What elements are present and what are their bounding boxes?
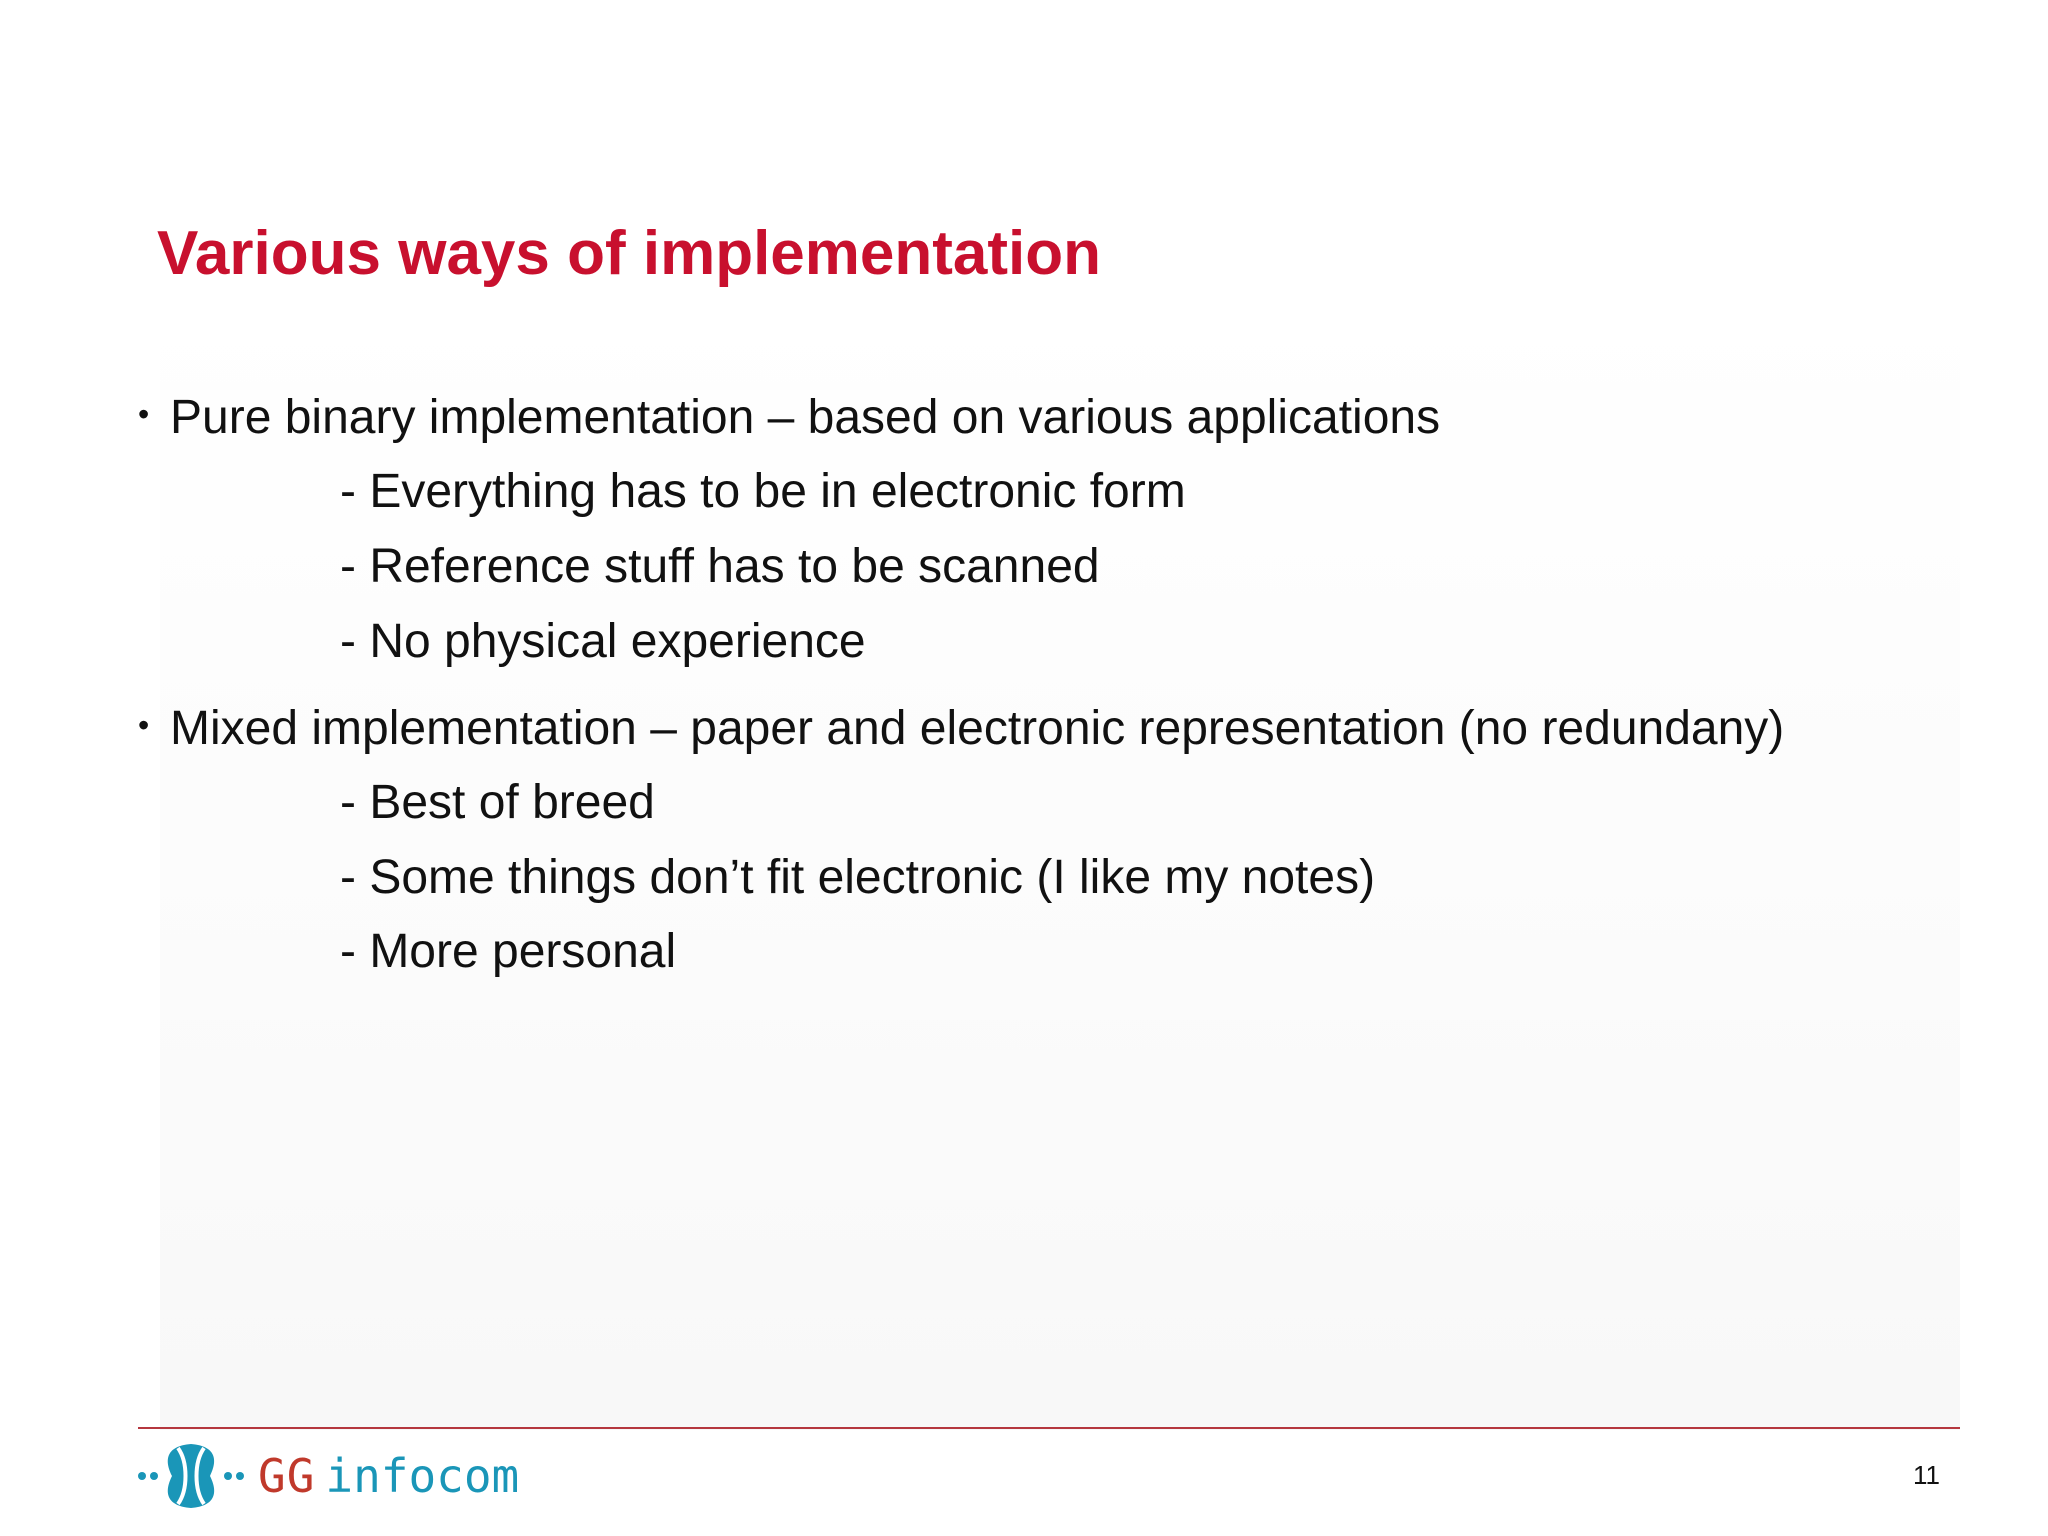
gg-infocom-logo-icon xyxy=(136,1436,246,1516)
bullet-text: Mixed implementation – paper and electronic representation (no redundany) xyxy=(170,702,1785,755)
bullet-text: Pure binary implementation – based on various applications xyxy=(170,391,1441,444)
company-logo xyxy=(136,1436,519,1516)
sub-item: - Reference stuff has to be scanned xyxy=(340,540,1100,593)
footer-divider xyxy=(138,1427,1960,1429)
logo-gg-text: GG xyxy=(258,1449,316,1503)
sub-item: - Everything has to be in electronic form xyxy=(340,465,1186,518)
sub-item: - Some things don’t fit electronic (I like my notes) xyxy=(340,851,1376,904)
sub-item: - Best of breed xyxy=(340,776,655,829)
bullet-icon: • xyxy=(138,707,150,743)
slide-title: Various ways of implementation xyxy=(157,219,1102,288)
sub-item: - More personal xyxy=(340,925,677,978)
bullet-item xyxy=(138,388,1440,448)
bullet-icon: • xyxy=(138,396,150,432)
sub-item: - No physical experience xyxy=(340,615,866,668)
page-number: 11 xyxy=(1913,1460,1940,1490)
logo-infocom-text: infocom xyxy=(325,1449,520,1503)
bullet-item xyxy=(138,699,1784,759)
